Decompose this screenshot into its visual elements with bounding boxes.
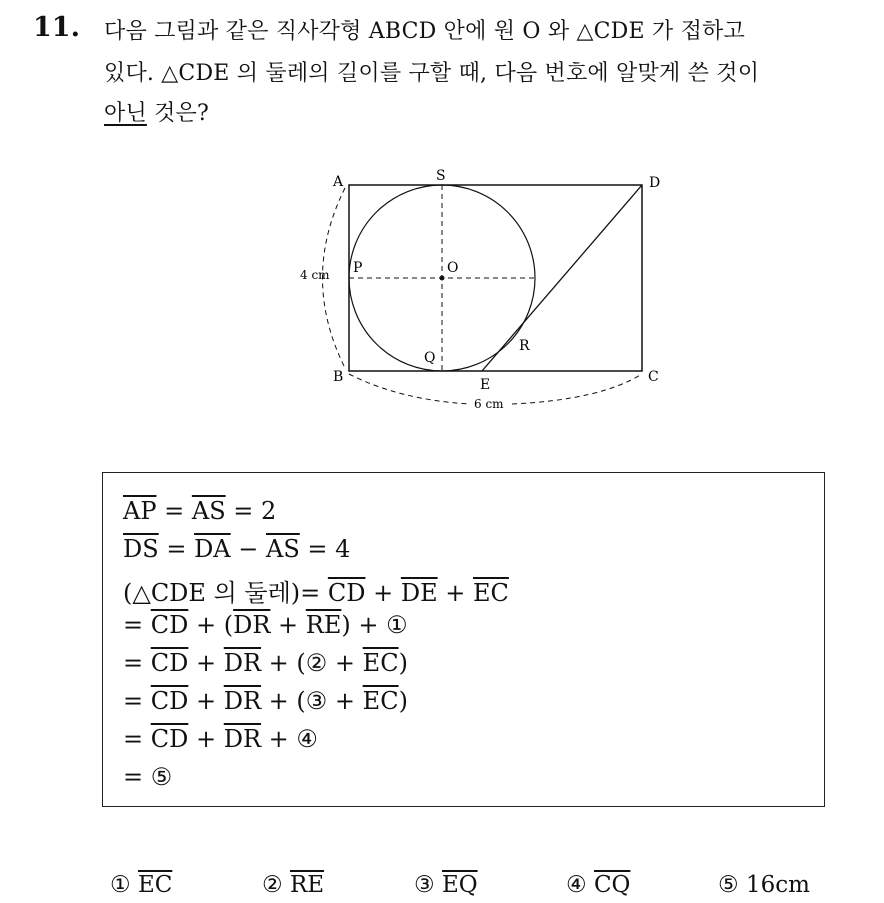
segment: $\overline{DE}$ <box>400 579 438 607</box>
question-number: 11. <box>33 12 80 43</box>
segment: $\overline{CD}$ <box>150 687 189 715</box>
solution-line-8 <box>123 763 172 791</box>
text: = <box>156 497 192 525</box>
text: + <box>188 687 224 715</box>
segment: $\overline{AS}$ <box>266 535 300 563</box>
segment: $\overline{DR}$ <box>223 725 262 753</box>
segment: $\overline{DR}$ <box>223 649 262 677</box>
text: ) <box>398 649 408 677</box>
choice-number: ⑤ <box>718 872 739 898</box>
choice-value: $\overline{EQ}$ <box>441 872 478 898</box>
underlined-word: 아닌 <box>104 101 147 126</box>
segment: $\overline{DR}$ <box>233 611 271 639</box>
label-c: C <box>648 369 659 385</box>
choice-number: ③ <box>414 872 435 898</box>
text: + (③ + <box>261 687 363 715</box>
choice-number: ① <box>110 872 131 898</box>
solution-line-7 <box>123 725 318 753</box>
segment: $\overline{EC}$ <box>362 649 399 677</box>
width-label: 6 cm <box>474 397 504 411</box>
choice-5[interactable] <box>718 872 810 898</box>
choice-2[interactable] <box>262 872 324 898</box>
solution-line-5 <box>123 649 408 677</box>
text: − <box>230 535 267 563</box>
segment: $\overline{CD}$ <box>150 649 189 677</box>
question-line-3-rest: 것은? <box>146 101 209 126</box>
height-label: 4 cm <box>300 268 330 282</box>
question-line-2: 있다. △CDE 의 둘레의 길이를 구할 때, 다음 번호에 알맞게 쓴 것이 <box>104 61 760 86</box>
text: + <box>365 579 401 607</box>
label-d: D <box>649 175 661 191</box>
text: = <box>123 649 151 677</box>
segment: $\overline{DA}$ <box>194 535 231 563</box>
solution-box <box>102 472 825 807</box>
text: = 2 <box>225 497 277 525</box>
label-o: O <box>447 260 459 276</box>
label-e: E <box>480 377 491 393</box>
label-p: P <box>353 260 363 276</box>
choice-number: ② <box>262 872 283 898</box>
text: = <box>158 535 195 563</box>
text: = 4 <box>299 535 351 563</box>
question-line-3 <box>104 96 209 127</box>
text: + <box>188 725 224 753</box>
geometry-figure <box>290 160 680 420</box>
label-s: S <box>436 168 446 184</box>
text: + ④ <box>261 725 318 753</box>
question-line-1: 다음 그림과 같은 직사각형 ABCD 안에 원 O 와 △CDE 가 접하고 <box>104 19 745 44</box>
solution-line-2 <box>123 535 350 563</box>
choice-4[interactable] <box>566 872 630 898</box>
choice-value: $\overline{EC}$ <box>137 872 173 898</box>
text: ) + ① <box>341 611 408 639</box>
choice-value: 16cm <box>745 872 810 898</box>
choice-3[interactable] <box>414 872 478 898</box>
text: = <box>123 687 151 715</box>
segment: $\overline{AP}$ <box>123 497 157 525</box>
segment: $\overline{DS}$ <box>123 535 159 563</box>
text: + <box>188 649 224 677</box>
label-a: A <box>333 174 344 190</box>
text: + <box>437 579 473 607</box>
label-r: R <box>519 338 530 354</box>
text: + ( <box>188 611 234 639</box>
segment: $\overline{CD}$ <box>150 725 189 753</box>
solution-line-3 <box>123 573 509 608</box>
label-b: B <box>333 369 344 385</box>
width-dimension-arc-left <box>349 374 470 404</box>
choice-number: ④ <box>566 872 587 898</box>
text: + <box>270 611 306 639</box>
text: ) <box>398 687 408 715</box>
segment: $\overline{CD}$ <box>150 611 189 639</box>
segment: $\overline{AS}$ <box>191 497 226 525</box>
text: + (② + <box>261 649 363 677</box>
choice-1[interactable] <box>110 872 172 898</box>
text: = ⑤ <box>123 763 173 791</box>
text: (△CDE 의 둘레)= <box>123 579 328 607</box>
segment: $\overline{CD}$ <box>327 579 366 607</box>
solution-line-1 <box>123 497 276 525</box>
width-dimension-arc-right <box>512 374 642 404</box>
segment: $\overline{EC}$ <box>362 687 399 715</box>
segment: $\overline{EC}$ <box>472 579 509 607</box>
segment: $\overline{RE}$ <box>305 611 342 639</box>
solution-line-4 <box>123 611 408 639</box>
label-q: Q <box>424 350 436 366</box>
solution-line-6 <box>123 687 408 715</box>
text: = <box>123 611 151 639</box>
center-dot-o <box>440 276 445 281</box>
choice-value: $\overline{CQ}$ <box>593 872 631 898</box>
text: = <box>123 725 151 753</box>
choice-value: $\overline{RE}$ <box>289 872 325 898</box>
segment: $\overline{DR}$ <box>223 687 262 715</box>
